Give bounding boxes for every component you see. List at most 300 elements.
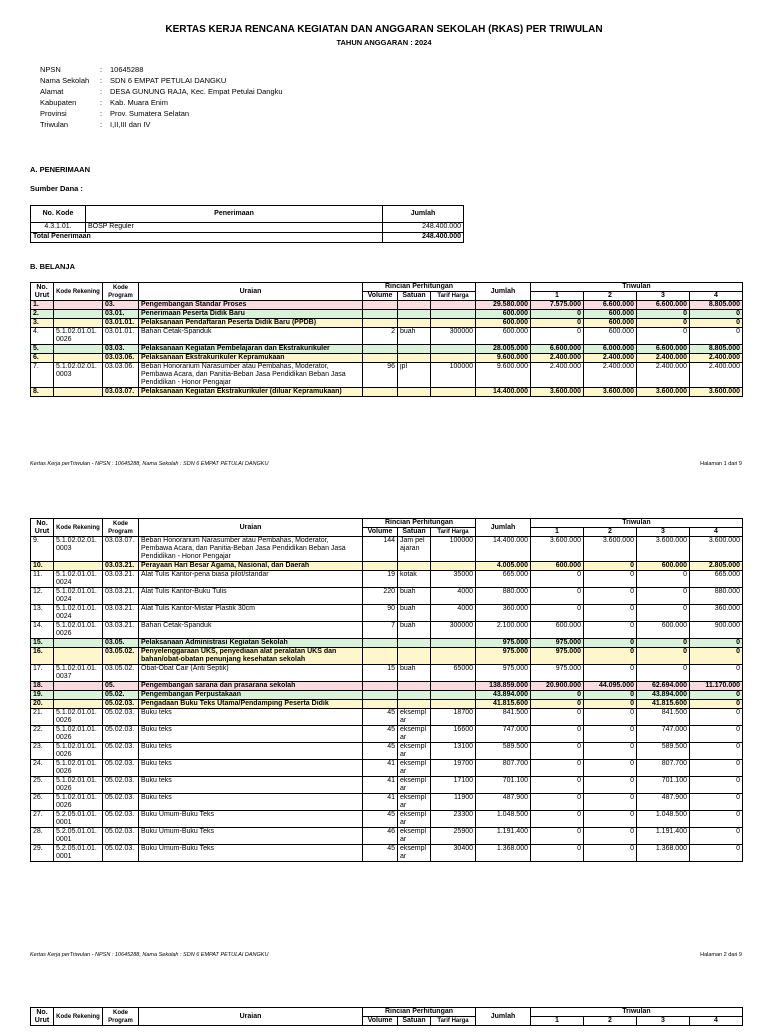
- col-header-uraian: Uraian: [139, 283, 363, 301]
- triwulan-1-cell: 0: [531, 571, 584, 588]
- jumlah-cell: 14.400.000: [476, 388, 531, 397]
- jumlah-cell: 1.368.000: [476, 845, 531, 862]
- col-header-triwulan-2: 2: [584, 292, 637, 301]
- jumlah-cell: 9.600.000: [476, 354, 531, 363]
- volume-cell: 45: [363, 709, 398, 726]
- kode-rekening-cell: 5.1.02.01.01.0024: [54, 588, 103, 605]
- row-number-cell: 13.: [31, 605, 54, 622]
- belanja-table-page-3: [30, 1007, 743, 1026]
- kode-program-cell: 03.03.21.: [103, 622, 139, 639]
- satuan-cell: Jam pelajaran: [398, 537, 431, 562]
- volume-cell: [363, 648, 398, 665]
- triwulan-4-cell: 0: [690, 310, 743, 319]
- col-header-volume: Volume: [363, 292, 398, 301]
- triwulan-1-cell: 3.600.000: [531, 388, 584, 397]
- triwulan-3-cell: 0: [637, 639, 690, 648]
- satuan-cell: kotak: [398, 571, 431, 588]
- uraian-cell: Penyelenggaraan UKS, penyediaan alat peralatan UKS dan bahan/obat-obatan penunjang kesehatan sekolah: [139, 648, 363, 665]
- row-number-cell: 18.: [31, 682, 54, 691]
- identity-colon: :: [100, 76, 103, 85]
- table-row: [31, 639, 743, 648]
- document-page-3: [0, 1003, 768, 1033]
- triwulan-3-cell: 841.500: [637, 709, 690, 726]
- triwulan-2-cell: 600.000: [584, 319, 637, 328]
- row-number-cell: 29.: [31, 845, 54, 862]
- row-number-cell: 11.: [31, 571, 54, 588]
- kode-program-cell: 03.03.07.: [103, 537, 139, 562]
- triwulan-2-cell: 6.600.000: [584, 301, 637, 310]
- jumlah-cell: 600.000: [476, 310, 531, 319]
- triwulan-3-cell: 807.700: [637, 760, 690, 777]
- triwulan-4-cell: 0: [690, 777, 743, 794]
- uraian-cell: Pelaksanaan Pendaftaran Peserta Didik Baru (PPDB): [139, 319, 363, 328]
- uraian-cell: Bahan Cetak-Spanduk: [139, 622, 363, 639]
- col-header-tarif: Tarif Harga: [431, 292, 476, 301]
- kode-program-cell: 05.02.03.: [103, 726, 139, 743]
- uraian-cell: Buku teks: [139, 760, 363, 777]
- tarif-cell: [431, 310, 476, 319]
- jumlah-cell: 487.900: [476, 794, 531, 811]
- satuan-cell: [398, 648, 431, 665]
- table-row: [31, 828, 743, 845]
- identity-colon: :: [100, 120, 103, 129]
- row-number-cell: 15.: [31, 639, 54, 648]
- volume-cell: 7: [363, 622, 398, 639]
- row-number-cell: 7.: [31, 363, 54, 388]
- row-number-cell: 4.: [31, 328, 54, 345]
- volume-cell: 15: [363, 665, 398, 682]
- triwulan-2-cell: 2.400.000: [584, 354, 637, 363]
- kode-rekening-cell: [54, 562, 103, 571]
- identity-label: Alamat: [40, 87, 64, 96]
- table-row: [31, 648, 743, 665]
- col-header-triwulan: Triwulan: [531, 519, 743, 528]
- triwulan-2-cell: 0: [584, 700, 637, 709]
- kode-rekening-cell: [54, 648, 103, 665]
- triwulan-4-cell: 0: [690, 811, 743, 828]
- identity-row: [40, 64, 283, 75]
- penerimaan-table: [30, 205, 464, 243]
- kode-program-cell: 05.02.03.: [103, 743, 139, 760]
- row-number-cell: 5.: [31, 345, 54, 354]
- satuan-cell: [398, 691, 431, 700]
- triwulan-4-cell: 2.400.000: [690, 354, 743, 363]
- col-header-rekening: Kode Rekening: [54, 283, 103, 301]
- jumlah-cell: 600.000: [476, 328, 531, 345]
- table-row: [31, 622, 743, 639]
- table-row: [31, 588, 743, 605]
- triwulan-3-cell: 0: [637, 665, 690, 682]
- col-header-triwulan-4: 4: [690, 292, 743, 301]
- triwulan-3-cell: 1.048.500: [637, 811, 690, 828]
- tarif-cell: 300000: [431, 622, 476, 639]
- document-subtitle: TAHUN ANGGARAN : 2024: [336, 38, 432, 47]
- triwulan-3-cell: 589.500: [637, 743, 690, 760]
- satuan-cell: eksemplar: [398, 811, 431, 828]
- row-number-cell: 9.: [31, 537, 54, 562]
- kode-rekening-cell: 5.2.05.01.01.0001: [54, 811, 103, 828]
- tarif-cell: 300000: [431, 328, 476, 345]
- col-header-triwulan-4: 4: [690, 1017, 743, 1026]
- triwulan-2-cell: 0: [584, 777, 637, 794]
- satuan-cell: [398, 639, 431, 648]
- kode-rekening-cell: [54, 310, 103, 319]
- row-number-cell: 26.: [31, 794, 54, 811]
- uraian-cell: Alat Tulis Kantor-Buku Tulis: [139, 588, 363, 605]
- jumlah-cell: 14.400.000: [476, 537, 531, 562]
- triwulan-4-cell: 11.170.000: [690, 682, 743, 691]
- col-header-triwulan-3: 3: [637, 1017, 690, 1026]
- kode-rekening-cell: 5.1.02.01.01.0037: [54, 665, 103, 682]
- jumlah-cell: 28.005.000: [476, 345, 531, 354]
- triwulan-2-cell: 0: [584, 605, 637, 622]
- triwulan-2-cell: 0: [584, 588, 637, 605]
- col-header-uraian: Uraian: [139, 519, 363, 537]
- identity-value: 10645288: [110, 65, 144, 74]
- triwulan-1-cell: 2.400.000: [531, 354, 584, 363]
- jumlah-cell: 2.100.000: [476, 622, 531, 639]
- col-header-satuan: Satuan: [398, 292, 431, 301]
- col-header-triwulan-3: 3: [637, 292, 690, 301]
- total-value: 248.400.000: [383, 233, 464, 243]
- satuan-cell: [398, 345, 431, 354]
- triwulan-1-cell: 0: [531, 794, 584, 811]
- identity-row: [40, 119, 283, 130]
- row-number-cell: 16.: [31, 648, 54, 665]
- triwulan-4-cell: 0: [690, 845, 743, 862]
- triwulan-1-cell: 975.000: [531, 665, 584, 682]
- row-number-cell: 2.: [31, 310, 54, 319]
- triwulan-2-cell: 0: [584, 743, 637, 760]
- volume-cell: 220: [363, 588, 398, 605]
- table-row: [31, 700, 743, 709]
- kode-program-cell: 03.05.02.: [103, 648, 139, 665]
- identity-row: [40, 75, 283, 86]
- uraian-cell: Pengadaan Buku Teks Utama/Pendamping Peserta Didik: [139, 700, 363, 709]
- kode-rekening-cell: [54, 354, 103, 363]
- triwulan-4-cell: 2.805.000: [690, 562, 743, 571]
- satuan-cell: eksemplar: [398, 709, 431, 726]
- satuan-cell: [398, 700, 431, 709]
- tarif-cell: [431, 319, 476, 328]
- col-header-rincian: Rincian Perhitungan: [363, 519, 476, 528]
- volume-cell: 41: [363, 794, 398, 811]
- table-row: [31, 310, 743, 319]
- jumlah-cell: 589.500: [476, 743, 531, 760]
- uraian-cell: Buku teks: [139, 743, 363, 760]
- jumlah-cell: 248.400.000: [383, 223, 464, 233]
- table-row: [31, 709, 743, 726]
- volume-cell: 41: [363, 777, 398, 794]
- row-number-cell: 12.: [31, 588, 54, 605]
- uraian-cell: Buku teks: [139, 726, 363, 743]
- triwulan-1-cell: 0: [531, 700, 584, 709]
- jumlah-cell: 41.815.600: [476, 700, 531, 709]
- triwulan-2-cell: 2.400.000: [584, 363, 637, 388]
- satuan-cell: eksemplar: [398, 828, 431, 845]
- satuan-cell: [398, 354, 431, 363]
- triwulan-4-cell: 8.805.000: [690, 301, 743, 310]
- tarif-cell: 100000: [431, 537, 476, 562]
- uraian-cell: Alat Tulis Kantor-pena biasa pilot/standar: [139, 571, 363, 588]
- identity-label: NPSN: [40, 65, 61, 74]
- triwulan-3-cell: 62.694.000: [637, 682, 690, 691]
- volume-cell: 45: [363, 726, 398, 743]
- triwulan-1-cell: 0: [531, 709, 584, 726]
- triwulan-2-cell: 0: [584, 665, 637, 682]
- satuan-cell: eksemplar: [398, 760, 431, 777]
- satuan-cell: buah: [398, 605, 431, 622]
- triwulan-1-cell: 2.400.000: [531, 363, 584, 388]
- triwulan-1-cell: 975.000: [531, 648, 584, 665]
- kode-program-cell: 03.03.21.: [103, 588, 139, 605]
- triwulan-4-cell: 0: [690, 794, 743, 811]
- triwulan-3-cell: 487.900: [637, 794, 690, 811]
- table-row: [31, 345, 743, 354]
- table-row: [31, 537, 743, 562]
- uraian-cell: Pengembangan Perpustakaan: [139, 691, 363, 700]
- triwulan-2-cell: 0: [584, 811, 637, 828]
- triwulan-3-cell: 3.600.000: [637, 537, 690, 562]
- table-header: [31, 283, 743, 301]
- col-header-rekening: Kode Rekening: [54, 519, 103, 537]
- kode-cell: 4.3.1.01.: [31, 223, 86, 233]
- triwulan-3-cell: 1.368.000: [637, 845, 690, 862]
- row-number-cell: 17.: [31, 665, 54, 682]
- tarif-cell: 4000: [431, 588, 476, 605]
- volume-cell: 45: [363, 811, 398, 828]
- identity-row: [40, 86, 283, 97]
- triwulan-1-cell: 6.600.000: [531, 345, 584, 354]
- triwulan-3-cell: 747.000: [637, 726, 690, 743]
- kode-rekening-cell: 5.2.05.01.01.0001: [54, 845, 103, 862]
- kode-program-cell: 03.05.02.: [103, 665, 139, 682]
- sumber-dana-label: Sumber Dana :: [30, 184, 83, 193]
- kode-program-cell: 03.03.21.: [103, 571, 139, 588]
- triwulan-4-cell: 0: [690, 648, 743, 665]
- row-number-cell: 25.: [31, 777, 54, 794]
- kode-rekening-cell: [54, 301, 103, 310]
- triwulan-3-cell: 0: [637, 328, 690, 345]
- belanja-table-page-2: [30, 518, 743, 862]
- kode-program-cell: 05.02.03.: [103, 828, 139, 845]
- triwulan-4-cell: 0: [690, 639, 743, 648]
- jumlah-cell: 701.100: [476, 777, 531, 794]
- triwulan-1-cell: 3.600.000: [531, 537, 584, 562]
- volume-cell: [363, 319, 398, 328]
- volume-cell: 41: [363, 760, 398, 777]
- triwulan-4-cell: 0: [690, 709, 743, 726]
- col-header-jumlah: Jumlah: [476, 519, 531, 537]
- kode-rekening-cell: 5.1.02.01.01.0026: [54, 743, 103, 760]
- table-row: [31, 605, 743, 622]
- col-header-triwulan: Triwulan: [531, 283, 743, 292]
- kode-rekening-cell: 5.1.02.01.01.0026: [54, 328, 103, 345]
- triwulan-3-cell: 0: [637, 310, 690, 319]
- row-number-cell: 8.: [31, 388, 54, 397]
- kode-program-cell: 03.03.21.: [103, 562, 139, 571]
- triwulan-3-cell: 43.894.000: [637, 691, 690, 700]
- satuan-cell: [398, 310, 431, 319]
- triwulan-4-cell: 0: [690, 828, 743, 845]
- tarif-cell: 13100: [431, 743, 476, 760]
- triwulan-4-cell: 880.000: [690, 588, 743, 605]
- kode-rekening-cell: [54, 682, 103, 691]
- triwulan-4-cell: 0: [690, 328, 743, 345]
- volume-cell: 90: [363, 605, 398, 622]
- identity-value: I,II,III dan IV: [110, 120, 151, 129]
- volume-cell: 45: [363, 743, 398, 760]
- kode-program-cell: 05.02.03.: [103, 794, 139, 811]
- kode-rekening-cell: 5.1.02.02.01.0003: [54, 537, 103, 562]
- row-number-cell: 23.: [31, 743, 54, 760]
- triwulan-2-cell: 6.000.000: [584, 345, 637, 354]
- col-header-penerimaan: Penerimaan: [86, 206, 383, 223]
- triwulan-1-cell: 0: [531, 588, 584, 605]
- triwulan-1-cell: 0: [531, 605, 584, 622]
- triwulan-3-cell: 1.191.400: [637, 828, 690, 845]
- table-row: [31, 363, 743, 388]
- uraian-cell: Buku teks: [139, 709, 363, 726]
- table-row: [31, 562, 743, 571]
- triwulan-2-cell: 0: [584, 562, 637, 571]
- col-header-rekening: Kode Rekening: [54, 1008, 103, 1026]
- col-header-volume: Volume: [363, 528, 398, 537]
- table-row: [31, 571, 743, 588]
- col-header-satuan: Satuan: [398, 1017, 431, 1026]
- document-title: KERTAS KERJA RENCANA KEGIATAN DAN ANGGARAN SEKOLAH (RKAS) PER TRIWULAN: [165, 24, 603, 35]
- row-number-cell: 28.: [31, 828, 54, 845]
- jumlah-cell: 975.000: [476, 648, 531, 665]
- kode-rekening-cell: [54, 639, 103, 648]
- triwulan-3-cell: 6.600.000: [637, 301, 690, 310]
- row-number-cell: 3.: [31, 319, 54, 328]
- kode-rekening-cell: 5.1.02.01.01.0024: [54, 605, 103, 622]
- triwulan-3-cell: 0: [637, 588, 690, 605]
- col-header-satuan: Satuan: [398, 528, 431, 537]
- col-header-rincian: Rincian Perhitungan: [363, 283, 476, 292]
- tarif-cell: 23300: [431, 811, 476, 828]
- col-header-triwulan-3: 3: [637, 528, 690, 537]
- triwulan-3-cell: 600.000: [637, 562, 690, 571]
- volume-cell: [363, 388, 398, 397]
- satuan-cell: jpl: [398, 363, 431, 388]
- table-row: [31, 328, 743, 345]
- kode-rekening-cell: 5.1.02.01.01.0026: [54, 726, 103, 743]
- kode-program-cell: 05.02.03.: [103, 811, 139, 828]
- triwulan-1-cell: 0: [531, 319, 584, 328]
- footer-school-info: Kertas Kerja perTriwulan - NPSN : 10645288, Nama Sekolah : SDN 6 EMPAT PETULAI DANGKU: [30, 952, 269, 958]
- row-number-cell: 19.: [31, 691, 54, 700]
- table-row: [31, 682, 743, 691]
- total-row: [31, 233, 464, 243]
- row-number-cell: 1.: [31, 301, 54, 310]
- uraian-cell: Buku Umum-Buku Teks: [139, 811, 363, 828]
- table-row: [31, 388, 743, 397]
- kode-program-cell: 05.02.03.: [103, 700, 139, 709]
- footer-page-number: Halaman 2 dari 9: [700, 952, 742, 958]
- volume-cell: [363, 345, 398, 354]
- uraian-cell: Pengembangan Standar Proses: [139, 301, 363, 310]
- document-page-2: [0, 510, 768, 970]
- tarif-cell: 11900: [431, 794, 476, 811]
- row-number-cell: 14.: [31, 622, 54, 639]
- col-header-program: Kode Program: [103, 283, 139, 301]
- triwulan-3-cell: 2.400.000: [637, 354, 690, 363]
- table-header: [31, 519, 743, 537]
- uraian-cell: Penerimaan Peserta Didik Baru: [139, 310, 363, 319]
- triwulan-2-cell: 0: [584, 760, 637, 777]
- uraian-cell: Buku teks: [139, 777, 363, 794]
- row-number-cell: 22.: [31, 726, 54, 743]
- jumlah-cell: 43.894.000: [476, 691, 531, 700]
- belanja-table-page-1: [30, 282, 743, 397]
- triwulan-4-cell: 3.600.000: [690, 537, 743, 562]
- table-row: [31, 726, 743, 743]
- tarif-cell: [431, 648, 476, 665]
- col-header-jumlah: Jumlah: [476, 1008, 531, 1026]
- triwulan-1-cell: 0: [531, 691, 584, 700]
- triwulan-1-cell: 0: [531, 811, 584, 828]
- document-page-1: [0, 0, 768, 490]
- triwulan-2-cell: 0: [584, 794, 637, 811]
- kode-rekening-cell: 5.1.02.01.01.0026: [54, 760, 103, 777]
- triwulan-3-cell: 6.600.000: [637, 345, 690, 354]
- kode-program-cell: 05.02.03.: [103, 845, 139, 862]
- triwulan-4-cell: 0: [690, 319, 743, 328]
- table-row: [31, 743, 743, 760]
- identity-value: Prov. Sumatera Selatan: [110, 109, 190, 118]
- triwulan-2-cell: 0: [584, 639, 637, 648]
- row-number-cell: 24.: [31, 760, 54, 777]
- col-header-tarif: Tarif Harga: [431, 528, 476, 537]
- identity-colon: :: [100, 98, 103, 107]
- kode-program-cell: 03.03.06.: [103, 363, 139, 388]
- kode-program-cell: 03.01.01.: [103, 319, 139, 328]
- triwulan-1-cell: 0: [531, 760, 584, 777]
- triwulan-2-cell: 0: [584, 571, 637, 588]
- kode-program-cell: 05.: [103, 682, 139, 691]
- identity-colon: :: [100, 87, 103, 96]
- satuan-cell: [398, 562, 431, 571]
- jumlah-cell: 975.000: [476, 665, 531, 682]
- col-header-kode: No. Kode: [31, 206, 86, 223]
- uraian-cell: Beban Honorarium Narasumber atau Pembahas, Moderator, Pembawa Acara, dan Panitia-Beban Jasa Pendidikan Beban Jasa Pendidikan - Honor Pengajar: [139, 363, 363, 388]
- identity-label: Kabupaten: [40, 98, 77, 107]
- triwulan-2-cell: 0: [584, 709, 637, 726]
- col-header-triwulan-1: 1: [531, 292, 584, 301]
- uraian-cell: Pelaksanaan Kegiatan Pembelajaran dan Ekstrakurikuler: [139, 345, 363, 354]
- kode-program-cell: 05.02.03.: [103, 760, 139, 777]
- identity-label: Nama Sekolah: [40, 76, 90, 85]
- satuan-cell: eksemplar: [398, 845, 431, 862]
- triwulan-1-cell: 20.900.000: [531, 682, 584, 691]
- volume-cell: 46: [363, 828, 398, 845]
- triwulan-2-cell: 3.600.000: [584, 537, 637, 562]
- volume-cell: [363, 639, 398, 648]
- tarif-cell: [431, 345, 476, 354]
- triwulan-2-cell: 0: [584, 845, 637, 862]
- triwulan-1-cell: 0: [531, 743, 584, 760]
- identity-value: Kab. Muara Enim: [110, 98, 168, 107]
- uraian-cell: Pengembangan sarana dan prasarana sekolah: [139, 682, 363, 691]
- triwulan-2-cell: 0: [584, 828, 637, 845]
- penerimaan-cell: BOSP Reguler: [86, 223, 383, 233]
- satuan-cell: buah: [398, 588, 431, 605]
- tarif-cell: 100000: [431, 363, 476, 388]
- row-number-cell: 10.: [31, 562, 54, 571]
- kode-rekening-cell: 5.2.05.01.01.0001: [54, 828, 103, 845]
